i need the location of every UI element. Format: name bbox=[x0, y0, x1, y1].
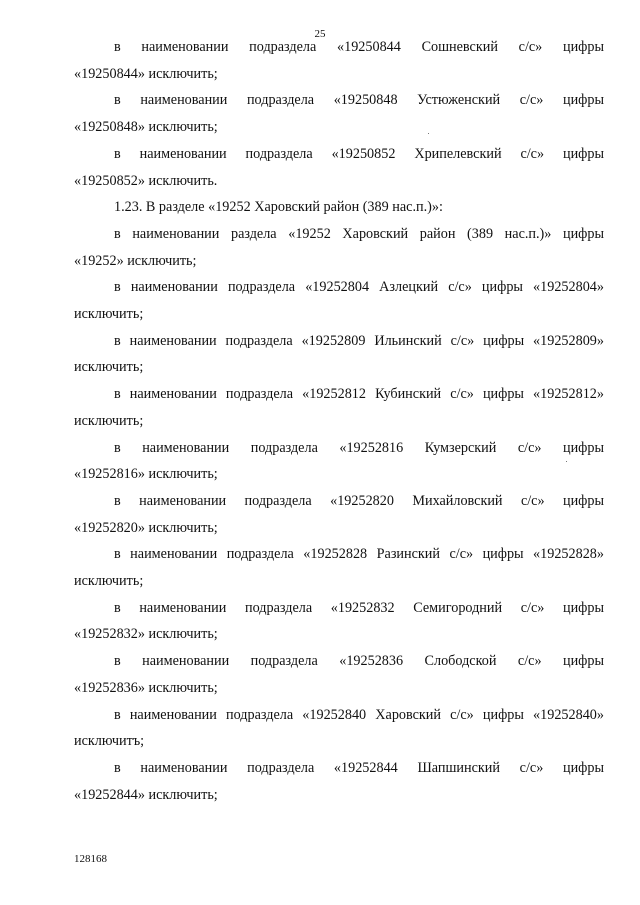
document-body bbox=[74, 34, 604, 808]
paragraph bbox=[74, 595, 604, 648]
text-line: в наименовании подраздела «19252840 Харовский с/с» цифры «19252840» bbox=[114, 706, 604, 723]
text-line: «19252832» исключить; bbox=[74, 626, 218, 643]
text-line: в наименовании подраздела «19252836 Слободской с/с» цифры bbox=[114, 653, 604, 670]
paragraph bbox=[74, 381, 604, 434]
text-line: «19252820» исключить; bbox=[74, 519, 218, 536]
text-line: исключить; bbox=[74, 359, 144, 376]
paragraph bbox=[74, 755, 604, 808]
paragraph bbox=[74, 87, 604, 140]
text-line: «19252836» исключить; bbox=[74, 679, 218, 696]
paragraph bbox=[74, 221, 604, 274]
text-line: исключить; bbox=[74, 573, 144, 590]
text-line: в наименовании подраздела «19250848 Устюженский с/с» цифры bbox=[114, 92, 604, 109]
text-line: «19252844» исключить; bbox=[74, 786, 218, 803]
text-line: исключить; bbox=[74, 306, 144, 323]
paragraph bbox=[74, 34, 604, 87]
text-line: в наименовании подраздела «19252816 Кумзерский с/с» цифры bbox=[114, 439, 604, 456]
text-line: исключитъ; bbox=[74, 733, 145, 750]
scan-speck bbox=[566, 461, 567, 462]
page-number: 25 bbox=[314, 28, 326, 40]
paragraph bbox=[74, 435, 604, 488]
paragraph bbox=[74, 702, 604, 755]
text-line: в наименовании подраздела «19250844 Сошневский с/с» цифры bbox=[114, 39, 604, 55]
text-line: в наименовании подраздела «19252804 Азлецкий с/с» цифры «19252804» bbox=[114, 279, 604, 296]
text-line: исключить; bbox=[74, 412, 144, 429]
document-code: 128168 bbox=[74, 853, 107, 865]
text-line: «19252» исключить; bbox=[74, 252, 197, 269]
paragraph bbox=[74, 274, 604, 327]
text-line: в наименовании раздела «19252 Харовский район (389 нас.п.)» цифры bbox=[114, 225, 604, 242]
text-line: «19250844» исключить; bbox=[74, 65, 218, 82]
paragraph bbox=[74, 648, 604, 701]
text-line: в наименовании подраздела «19252828 Разинский с/с» цифры «19252828» bbox=[114, 546, 604, 563]
paragraph bbox=[74, 141, 604, 194]
paragraph bbox=[74, 488, 604, 541]
paragraph bbox=[74, 541, 604, 594]
text-line: в наименовании подраздела «19252812 Кубинский с/с» цифры «19252812» bbox=[114, 386, 604, 403]
paragraph bbox=[74, 328, 604, 381]
text-line: «19250848» исключить; bbox=[74, 119, 218, 136]
text-line: в наименовании подраздела «19252832 Семигородний с/с» цифры bbox=[114, 599, 604, 616]
text-line: в наименовании подраздела «19252820 Михайловский с/с» цифры bbox=[114, 492, 604, 509]
text-line: «19252816» исключить; bbox=[74, 466, 218, 483]
text-line: «19250852» исключить. bbox=[74, 172, 218, 189]
scan-speck bbox=[428, 133, 429, 134]
text-line: 1.23. В разделе «19252 Харовский район (389 нас.п.)»: bbox=[114, 199, 443, 216]
text-line: в наименовании подраздела «19252844 Шапшинский с/с» цифры bbox=[114, 759, 604, 776]
paragraph bbox=[74, 194, 604, 221]
text-line: в наименовании подраздела «19252809 Ильинский с/с» цифры «19252809» bbox=[114, 332, 604, 349]
text-line: в наименовании подраздела «19250852 Хрипелевский с/с» цифры bbox=[114, 145, 604, 162]
